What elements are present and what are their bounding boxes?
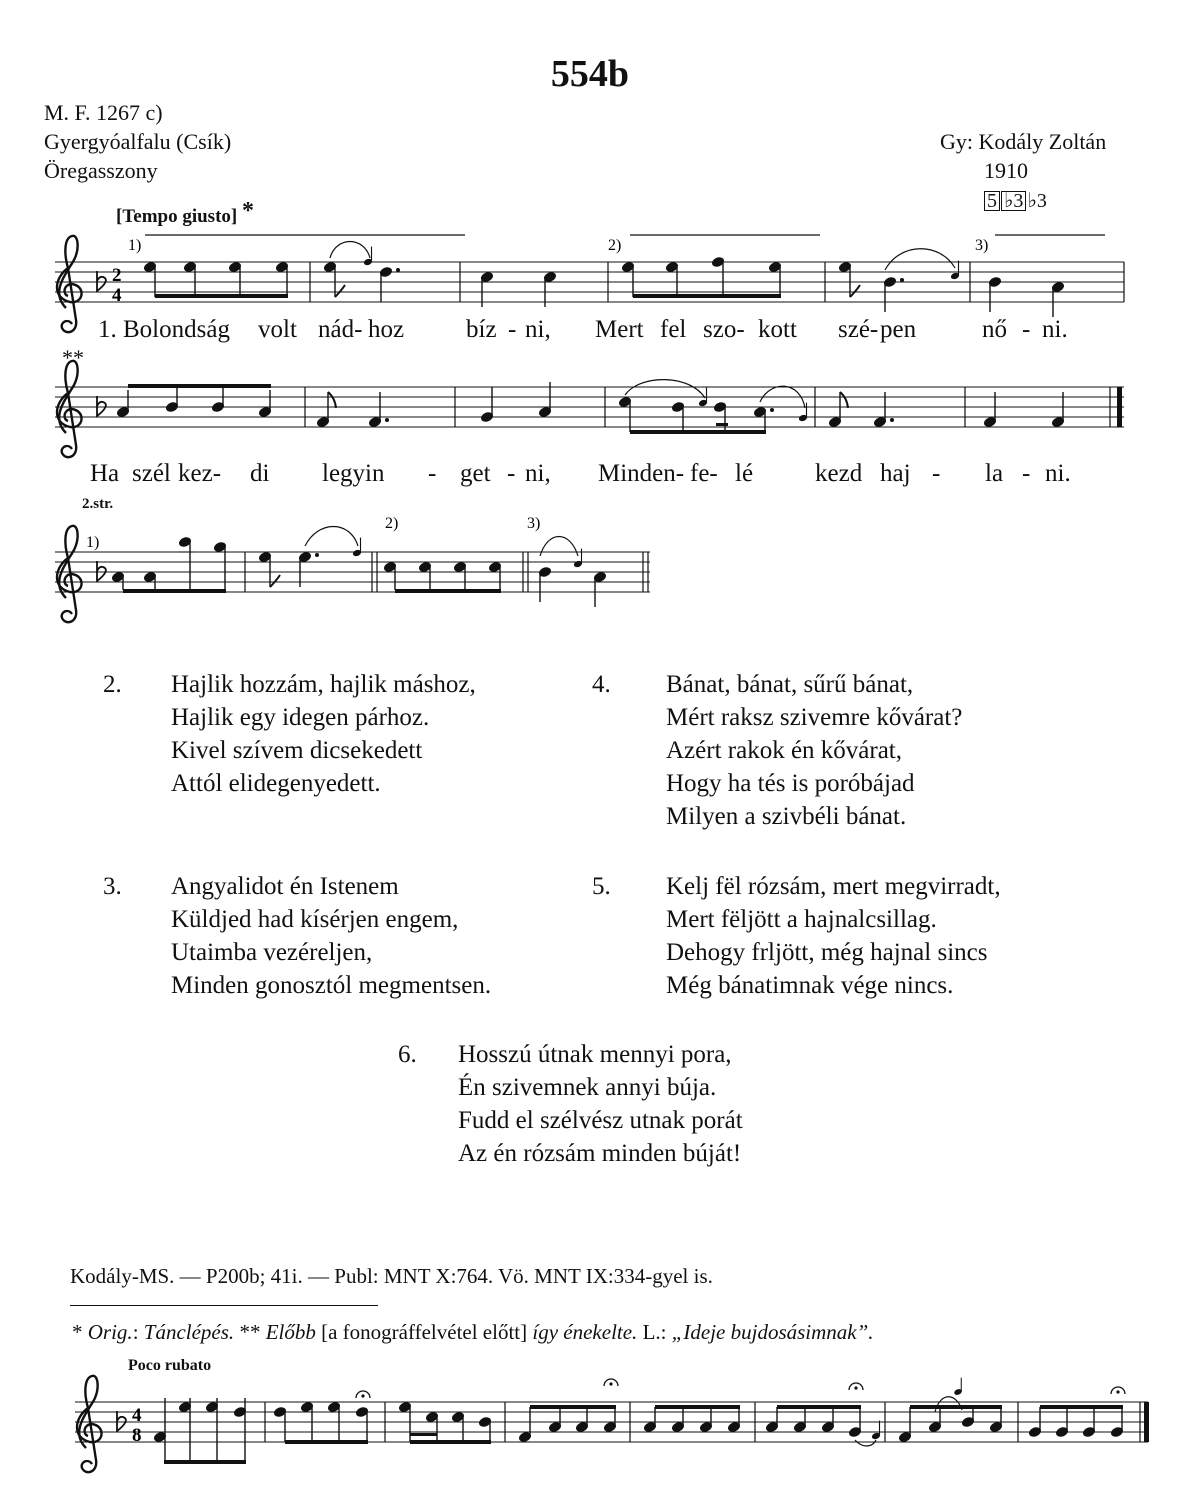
stanza-line: Az én rózsám minden búját! xyxy=(458,1140,742,1167)
bottom-measure-4 xyxy=(518,1379,618,1443)
footnote-bracket: [a fonográffelvétel előtt] xyxy=(321,1320,528,1344)
lyric-word: Mert xyxy=(595,316,644,343)
flat-icon xyxy=(97,561,106,581)
bottom-measure-7 xyxy=(898,1378,1004,1444)
footnote-elobb: Előbb xyxy=(265,1320,316,1344)
double-star-mark: ** xyxy=(62,345,84,370)
stanza-line: Azért rakok én kővárat, xyxy=(666,737,902,764)
lyric-word: kez- xyxy=(178,460,222,487)
stanza-line: Még bánatimnak vége nincs. xyxy=(666,972,954,999)
flat-icon xyxy=(97,271,106,291)
measure-v2 xyxy=(258,527,362,588)
footnote-orig-colon: : xyxy=(132,1320,139,1344)
footnote xyxy=(72,1320,874,1345)
stanza-number: 4. xyxy=(592,671,611,698)
tempo-text: [Tempo giusto] xyxy=(116,206,238,227)
staff-system-footnote xyxy=(75,1376,1149,1472)
bottom-tempo: Poco rubato xyxy=(128,1357,212,1374)
stanza-4 xyxy=(592,668,1072,838)
stanza-5 xyxy=(592,870,1072,1010)
lyric-word: pen xyxy=(880,316,917,343)
lyric-word: lé xyxy=(735,460,754,487)
ending-2: 2) xyxy=(608,237,622,254)
stanza-line: Bánat, bánat, sűrű bánat, xyxy=(666,671,914,698)
cadence-1: 5 xyxy=(984,191,1000,211)
stanza-line: Mert fëljött a hajnalcsillag. xyxy=(666,906,937,933)
stanza-number: 5. xyxy=(592,873,611,900)
lyric-word: - xyxy=(1022,460,1031,487)
stanza-3 xyxy=(103,870,563,1010)
lyric-word: volt xyxy=(258,316,297,343)
stanza-line: Hajlik egy idegen párhoz. xyxy=(171,704,430,731)
measure-v3 xyxy=(383,561,503,593)
singer: Öregasszony xyxy=(44,158,158,183)
collector-name: Gy: Kodály Zoltán xyxy=(940,129,1107,154)
lyric-word: ni, xyxy=(525,460,551,487)
stanza-line: Dehogy frljött, még hajnal sincs xyxy=(666,939,988,966)
stanza-line: Milyen a szivbéli bánat. xyxy=(666,803,907,830)
stanza-line: Kivel szívem dicsekedett xyxy=(171,737,423,764)
lyric-word: kezd xyxy=(815,460,863,487)
lyric-word: 1. Bolondság xyxy=(98,316,230,343)
stanza-line: Fudd el szélvész utnak porát xyxy=(458,1107,743,1134)
lyric-word: szo- xyxy=(703,316,745,343)
catalog-number: M. F. 1267 c) xyxy=(44,100,163,125)
stanza-line: Hajlik hozzám, hajlik máshoz, xyxy=(171,671,476,698)
footnote-star: * xyxy=(72,1320,83,1344)
stanza-2 xyxy=(103,668,563,808)
lyric-word: bíz xyxy=(466,316,497,343)
footnote-orig-label: Orig. xyxy=(87,1320,133,1344)
footnote-rule xyxy=(70,1305,378,1306)
staff-system-variant xyxy=(55,515,650,622)
lyric-word: di xyxy=(250,460,270,487)
lyric-word: - xyxy=(428,460,437,487)
stanza-line: Küldjed had kísérjen engem, xyxy=(171,906,459,933)
lyric-word: kott xyxy=(758,316,797,343)
cadence-2: ♭3 xyxy=(1001,191,1026,211)
bottom-measure-2 xyxy=(273,1391,370,1444)
bottom-measure-8 xyxy=(1028,1387,1125,1438)
stanza-line: Hogy ha tés is poróbájad xyxy=(666,770,915,797)
lyric-word: fe- xyxy=(690,460,718,487)
tempo-footnote-mark: * xyxy=(241,198,254,224)
stanza-line: Én szivemnek annyi búja. xyxy=(458,1074,717,1101)
time-sig-bottom: 4 xyxy=(112,285,122,306)
bottom-time-sig-bottom: 8 xyxy=(132,1425,142,1446)
footnote-l-label: L.: xyxy=(642,1320,667,1344)
footnote-orig-text: Tánclépés. xyxy=(143,1320,235,1344)
stanza-line: Utaimba vezéreljen, xyxy=(171,939,373,966)
variant-ending-2: 2) xyxy=(385,515,399,532)
lyric-word: fel xyxy=(660,316,687,343)
treble-clef-icon xyxy=(57,361,82,457)
flat-icon xyxy=(97,396,106,416)
stanza-number: 3. xyxy=(103,873,122,900)
stanza-line: Angyalidot én Istenem xyxy=(171,873,399,900)
treble-clef-icon xyxy=(77,1376,102,1472)
footnote-igy: így énekelte. xyxy=(532,1320,638,1344)
reference-line: Kodály-MS. — P200b; 41i. — Publ: MNT X:764. Vö. MNT IX:334-gyel is. xyxy=(70,1264,713,1288)
stanza-line: Kelj fël rózsám, mert megvirradt, xyxy=(666,873,1001,900)
lyric-word: - xyxy=(932,460,941,487)
variant-ending-3: 3) xyxy=(527,515,541,532)
stanza-line: Hosszú útnak mennyi pora, xyxy=(458,1041,732,1068)
page-title: 554b xyxy=(550,53,630,95)
footnote-quote: „Ideje bujdosásimnak”. xyxy=(671,1320,874,1344)
lyrics-line-2 xyxy=(0,460,1200,492)
lyric-word: szél xyxy=(132,460,171,487)
collection-year: 1910 xyxy=(984,158,1028,183)
lyric-word: szé- xyxy=(838,316,879,343)
bottom-measure-1 xyxy=(153,1398,248,1464)
flat-icon xyxy=(117,1411,126,1431)
measure-v1 xyxy=(111,536,228,593)
lyric-word: nő xyxy=(982,316,1007,343)
cadence-3: ♭3 xyxy=(1027,190,1047,212)
lyric-word: - xyxy=(1022,316,1031,343)
lyric-word: ni. xyxy=(1045,460,1071,487)
bottom-time-sig-top: 4 xyxy=(132,1405,142,1426)
variant-label: 2.str. xyxy=(82,496,114,512)
collection-place: Gyergyóalfalu (Csík) xyxy=(44,129,232,154)
stanza-line: Minden gonosztól megmentsen. xyxy=(171,972,492,999)
lyric-word: ni. xyxy=(1042,316,1068,343)
lyric-word: nád- xyxy=(318,316,363,343)
stanza-line: Mért raksz szivemre kővárat? xyxy=(666,704,963,731)
lyric-word: hoz xyxy=(368,316,405,343)
lyric-word: la xyxy=(985,460,1004,487)
lyric-word: legyin xyxy=(322,460,385,487)
footnote-double-star: ** xyxy=(239,1320,261,1344)
stanza-6 xyxy=(398,1038,818,1178)
lyric-word: - xyxy=(507,460,516,487)
measure-7 xyxy=(116,384,273,418)
ending-1: 1) xyxy=(128,237,142,254)
lyric-word: Minden- xyxy=(598,460,685,487)
lyric-word: haj xyxy=(880,460,911,487)
treble-clef-icon xyxy=(57,526,82,622)
lyric-word: Ha xyxy=(90,460,120,487)
stanza-number: 6. xyxy=(398,1041,417,1068)
stanza-line: Attól elidegenyedett. xyxy=(171,770,381,797)
lyric-word: get xyxy=(460,460,491,487)
time-sig-top: 2 xyxy=(112,265,122,286)
lyric-word: - xyxy=(508,316,517,343)
bottom-measure-5 xyxy=(643,1405,742,1433)
ending-3: 3) xyxy=(975,237,989,254)
bottom-measure-6 xyxy=(765,1383,881,1446)
lyric-word: ni, xyxy=(525,316,551,343)
variant-ending-1: 1) xyxy=(86,534,100,551)
staff-system-2 xyxy=(55,361,1124,457)
stanza-number: 2. xyxy=(103,671,122,698)
lyrics-line-1 xyxy=(0,316,1200,348)
